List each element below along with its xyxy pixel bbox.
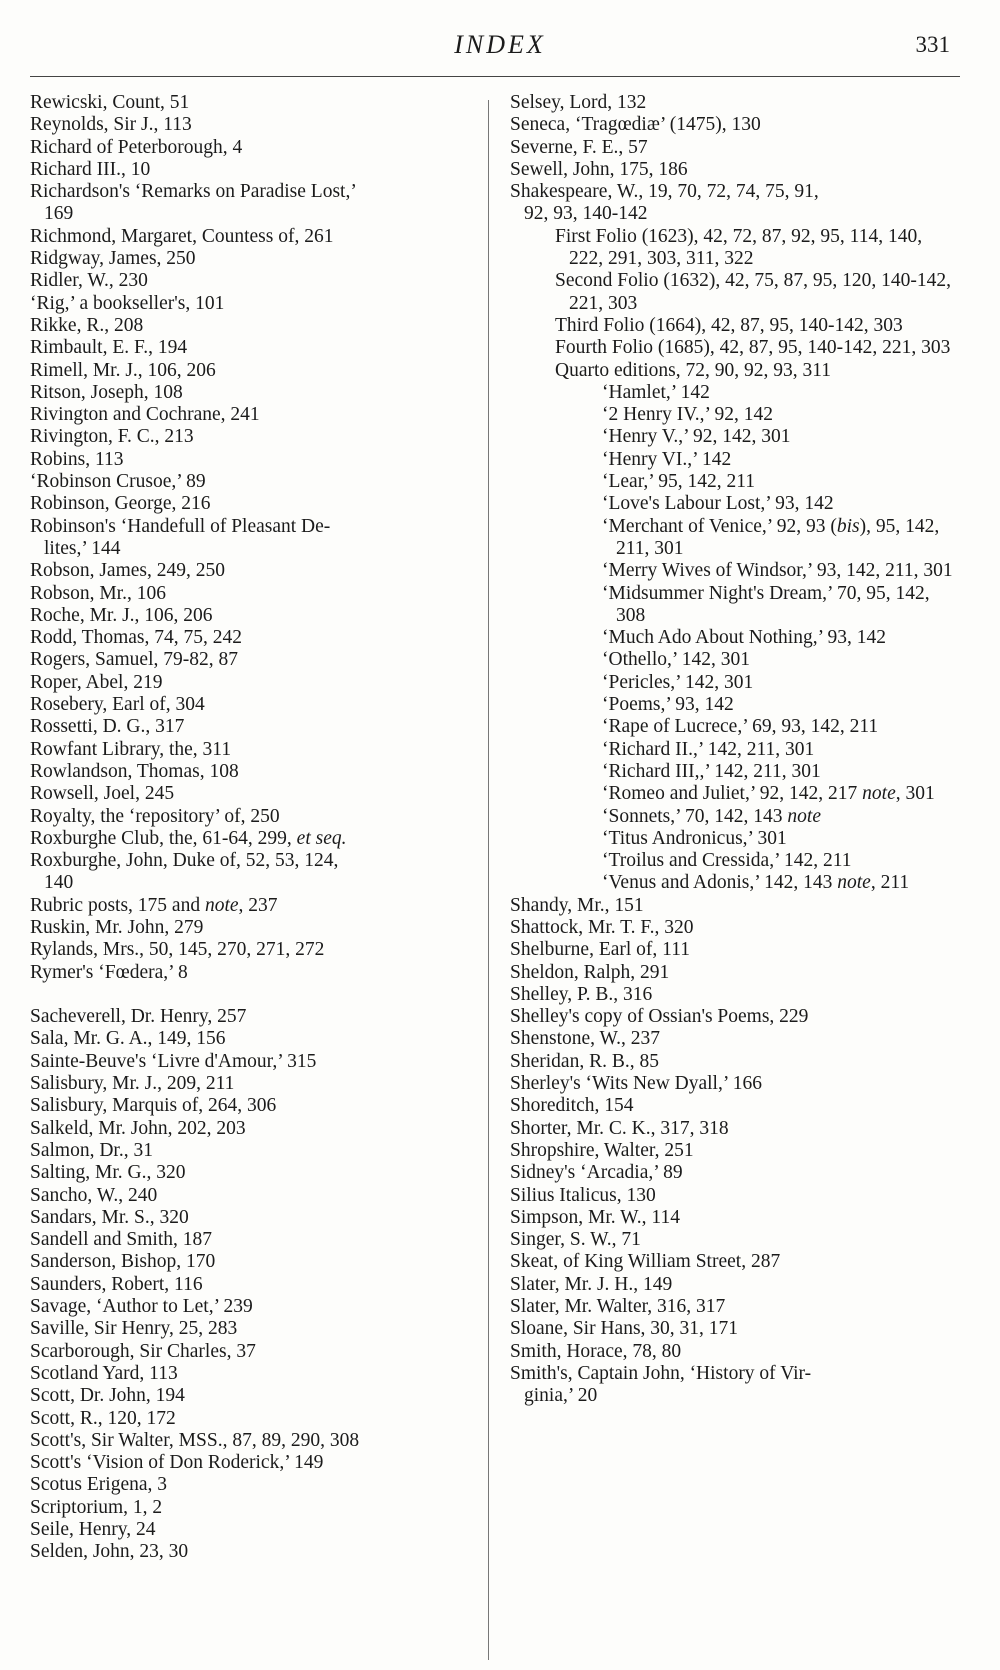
index-entry: [30, 1073, 466, 1095]
entry-text: Scotus Erigena, 3: [30, 1474, 168, 1496]
entry-text: Scriptorium, 1, 2: [30, 1496, 163, 1518]
index-subentry: [602, 649, 960, 671]
entry-text: Rimbault, E. F., 194: [30, 337, 188, 359]
index-entry: [510, 1274, 960, 1296]
index-subentry: [602, 583, 960, 628]
index-entry: [30, 382, 466, 404]
header-rule: [30, 76, 960, 77]
index-subentry: [602, 739, 960, 761]
index-entry: [30, 181, 466, 203]
entry-text: Smith's, Captain John, ‘History of Vir-: [510, 1362, 812, 1384]
entry-text: First Folio (1623), 42, 72, 87, 92, 95, 114, 140, 222, 291, 303, 311, 322: [555, 225, 923, 270]
index-entry: [30, 471, 466, 493]
entry-text: Richard of Peterborough, 4: [30, 136, 243, 158]
entry-text: Richardson's ‘Remarks on Paradise Lost,’: [30, 181, 357, 203]
entry-text: Scotland Yard, 113: [30, 1362, 178, 1384]
entry-text: Sancho, W., 240: [30, 1184, 158, 1206]
entry-text: ‘Lear,’ 95, 142, 211: [602, 471, 756, 493]
entry-text: Shandy, Mr., 151: [510, 894, 644, 916]
entry-text: Reynolds, Sir J., 113: [30, 114, 192, 136]
entry-text: Selden, John, 23, 30: [30, 1541, 189, 1563]
entry-text: Second Folio (1632), 42, 75, 87, 95, 120, 140-142, 221, 303: [555, 270, 951, 314]
index-subentry: [602, 828, 960, 850]
index-entry: [30, 895, 466, 917]
entry-text: ‘Titus Andronicus,’ 301: [602, 827, 787, 849]
entry-text: ‘Richard III,,’ 142, 211, 301: [602, 760, 821, 782]
entry-text: Salting, Mr. G., 320: [30, 1162, 186, 1184]
index-entry: [510, 1140, 960, 1162]
index-entry: [30, 1452, 466, 1474]
entry-text: Scott's, Sir Walter, MSS., 87, 89, 290, 308: [30, 1429, 360, 1451]
section-gap: [30, 984, 466, 1006]
entry-text: Rymer's ‘Fœdera,’ 8: [30, 961, 188, 983]
index-entry: [510, 962, 960, 984]
index-entry: [30, 605, 466, 627]
index-entry: [510, 917, 960, 939]
entry-text: Robson, James, 249, 250: [30, 560, 225, 582]
entry-text: Shenstone, W., 237: [510, 1028, 661, 1050]
entry-text: lites,’ 144: [44, 537, 121, 559]
index-entry: [30, 783, 466, 805]
entry-text: ‘Henry V.,’ 92, 142, 301: [602, 426, 791, 448]
index-entry: [30, 516, 466, 538]
index-subentry: [602, 404, 960, 426]
entry-text: Salmon, Dr., 31: [30, 1139, 153, 1161]
index-subentry: [602, 672, 960, 694]
entry-text: Severne, F. E., 57: [510, 136, 648, 158]
entry-text: Savage, ‘Author to Let,’ 239: [30, 1296, 253, 1318]
page-title: INDEX: [454, 30, 546, 59]
page-number: 331: [915, 32, 950, 57]
index-entry: [30, 962, 466, 984]
entry-text: ‘Henry VI.,’ 142: [602, 448, 732, 470]
entry-text: Ridgway, James, 250: [30, 248, 196, 270]
index-subentry: [602, 560, 960, 582]
entry-text: Richmond, Margaret, Countess of, 261: [30, 225, 334, 247]
index-entry: [30, 1006, 466, 1028]
entry-text: Sanderson, Bishop, 170: [30, 1251, 216, 1273]
index-entry: [30, 1296, 466, 1318]
index-entry: [30, 360, 466, 382]
index-entry-continuation: [524, 203, 960, 225]
entry-text: Roper, Abel, 219: [30, 671, 163, 693]
index-entry: [510, 92, 960, 114]
entry-text: Slater, Mr. J. H., 149: [510, 1273, 673, 1295]
index-entry: [30, 716, 466, 738]
index-entry: [510, 1251, 960, 1273]
entry-text: Rivington and Cochrane, 241: [30, 404, 260, 426]
entry-text: ‘Othello,’ 142, 301: [602, 649, 751, 671]
index-entry: [510, 939, 960, 961]
index-entry: [30, 1185, 466, 1207]
entry-text: Skeat, of King William Street, 287: [510, 1251, 781, 1273]
index-entry: [30, 92, 466, 114]
entry-text: Sainte-Beuve's ‘Livre d'Amour,’ 315: [30, 1050, 317, 1072]
index-entry: [30, 226, 466, 248]
entry-text: Ridler, W., 230: [30, 270, 148, 292]
index-entry: [30, 1028, 466, 1050]
index-subentry: [602, 471, 960, 493]
index-entry: [30, 137, 466, 159]
index-entry: [30, 1162, 466, 1184]
entry-text: ‘Merchant of Venice,’ 92, 93 (: [602, 515, 837, 537]
index-entry: [30, 649, 466, 671]
entry-text: Shattock, Mr. T. F., 320: [510, 916, 694, 938]
index-entry: [30, 404, 466, 426]
entry-text: 140: [44, 872, 74, 894]
index-entry: [30, 293, 466, 315]
index-subentry: [602, 716, 960, 738]
entry-text: Ruskin, Mr. John, 279: [30, 916, 204, 938]
entry-text: Rodd, Thomas, 74, 75, 242: [30, 627, 242, 649]
entry-text: Rewicski, Count, 51: [30, 92, 190, 113]
index-entry-continuation: [524, 1385, 960, 1407]
entry-text: Singer, S. W., 71: [510, 1229, 641, 1251]
index-entry: [30, 1408, 466, 1430]
entry-text: Seneca, ‘Tragœdiæ’ (1475), 130: [510, 114, 761, 136]
entry-text: Rowsell, Joel, 245: [30, 783, 175, 805]
index-entry: [30, 1140, 466, 1162]
index-entry-continuation: [44, 538, 466, 560]
entry-italic-text: note: [204, 894, 239, 916]
entry-text: ‘Pericles,’ 142, 301: [602, 671, 754, 693]
index-entry: [30, 560, 466, 582]
entry-text: ‘Venus and Adonis,’ 142, 143: [602, 872, 838, 894]
index-entry: [510, 984, 960, 1006]
entry-text: Rosebery, Earl of, 304: [30, 694, 205, 716]
entry-text: ‘Midsummer Night's Dream,’ 70, 95, 142, 308: [602, 582, 930, 626]
entry-text: Sacheverell, Dr. Henry, 257: [30, 1006, 247, 1028]
index-entry: [510, 1296, 960, 1318]
entry-text: ‘Rig,’ a bookseller's, 101: [30, 292, 225, 314]
entry-italic-text: note: [837, 872, 871, 894]
index-entry: [30, 1274, 466, 1296]
entry-text: Selsey, Lord, 132: [510, 92, 647, 113]
page-header: [0, 0, 1000, 80]
entry-text: Sloane, Sir Hans, 30, 31, 171: [510, 1318, 739, 1340]
index-entry: [510, 1207, 960, 1229]
entry-text: ‘Poems,’ 93, 142: [602, 694, 734, 716]
index-entry: [510, 1363, 960, 1385]
index-subentry: [602, 627, 960, 649]
entry-text: Royalty, the ‘repository’ of, 250: [30, 805, 280, 827]
entry-text: Saville, Sir Henry, 25, 283: [30, 1318, 238, 1340]
entry-text-after: , 301: [895, 783, 935, 805]
index-subentry: [602, 806, 960, 828]
index-column-right: [510, 92, 960, 1408]
index-column-left: [30, 92, 466, 1564]
index-entry: [510, 1006, 960, 1028]
index-entry-continuation: [44, 872, 466, 894]
index-entry: [30, 1118, 466, 1140]
entry-text: Sandell and Smith, 187: [30, 1229, 212, 1251]
entry-text: Simpson, Mr. W., 114: [510, 1206, 680, 1228]
entry-text: Richard III., 10: [30, 158, 151, 180]
entry-text: Rivington, F. C., 213: [30, 426, 194, 448]
index-subentry: [555, 226, 960, 271]
index-entry: [30, 493, 466, 515]
index-subentry: [602, 850, 960, 872]
entry-text: Shelley's copy of Ossian's Poems, 229: [510, 1006, 809, 1028]
index-subentry: [602, 761, 960, 783]
entry-text: Sewell, John, 175, 186: [510, 158, 688, 180]
entry-text: Rimell, Mr. J., 106, 206: [30, 359, 216, 381]
entry-text: 169: [44, 203, 74, 225]
index-entry: [30, 694, 466, 716]
index-entry: [30, 627, 466, 649]
entry-text: Sala, Mr. G. A., 149, 156: [30, 1028, 226, 1050]
index-entry: [30, 1051, 466, 1073]
entry-text: Rylands, Mrs., 50, 145, 270, 271, 272: [30, 939, 325, 961]
entry-text-after: , 211: [870, 872, 910, 894]
index-entry: [30, 337, 466, 359]
index-subentry: [602, 872, 960, 894]
index-entry: [510, 137, 960, 159]
index-subentry: [602, 694, 960, 716]
index-subentry: [555, 315, 960, 337]
index-entry: [510, 1318, 960, 1340]
entry-text: ginia,’ 20: [524, 1385, 598, 1407]
index-entry: [510, 1073, 960, 1095]
entry-text-after: , 237: [238, 894, 278, 916]
index-entry: [30, 1251, 466, 1273]
index-subentry: [555, 270, 960, 315]
entry-text: Scott, Dr. John, 194: [30, 1385, 185, 1407]
entry-text: Shropshire, Walter, 251: [510, 1139, 694, 1161]
entry-text: ‘Robinson Crusoe,’ 89: [30, 471, 206, 493]
entry-text: Silius Italicus, 130: [510, 1184, 656, 1206]
entry-text: Shoreditch, 154: [510, 1095, 634, 1117]
entry-italic-text: et seq.: [296, 827, 347, 849]
index-entry: [30, 828, 466, 850]
entry-text: Rogers, Samuel, 79-82, 87: [30, 649, 238, 671]
index-entry: [510, 1095, 960, 1117]
index-entry: [30, 248, 466, 270]
entry-text: ‘Love's Labour Lost,’ 93, 142: [602, 493, 834, 515]
index-entry: [510, 1229, 960, 1251]
entry-text-after: ), 95, 142, 211, 301: [616, 515, 940, 559]
index-entry-continuation: [44, 203, 466, 225]
entry-text: Roxburghe Club, the, 61-64, 299,: [30, 827, 297, 849]
entry-text: Seile, Henry, 24: [30, 1519, 156, 1540]
entry-text: Rossetti, D. G., 317: [30, 716, 185, 738]
index-entry: [30, 939, 466, 961]
entry-italic-text: bis: [836, 515, 860, 537]
index-entry: [30, 1430, 466, 1452]
entry-text: Sandars, Mr. S., 320: [30, 1206, 189, 1228]
entry-text: Sheldon, Ralph, 291: [510, 961, 670, 983]
index-entry: [30, 1095, 466, 1117]
entry-text: Shelburne, Earl of, 111: [510, 939, 690, 961]
entry-text: Salisbury, Marquis of, 264, 306: [30, 1095, 277, 1117]
index-entry: [30, 1318, 466, 1340]
index-entry: [510, 1051, 960, 1073]
index-subentry: [602, 449, 960, 471]
entry-text: ‘2 Henry IV.,’ 92, 142: [602, 404, 773, 426]
index-entry: [510, 1341, 960, 1363]
index-entry: [30, 1207, 466, 1229]
index-subentry: [602, 516, 960, 561]
entry-text: Salisbury, Mr. J., 209, 211: [30, 1073, 235, 1095]
index-entry: [30, 917, 466, 939]
index-entry: [30, 1541, 466, 1563]
index-entry: [30, 449, 466, 471]
index-entry: [30, 159, 466, 181]
index-subentry: [602, 382, 960, 404]
index-entry: [510, 1028, 960, 1050]
index-entry: [30, 672, 466, 694]
entry-text: Roxburghe, John, Duke of, 52, 53, 124,: [30, 850, 339, 872]
index-entry: [510, 1185, 960, 1207]
entry-text: ‘Much Ado About Nothing,’ 93, 142: [602, 627, 887, 649]
entry-text: Slater, Mr. Walter, 316, 317: [510, 1296, 726, 1318]
entry-text: ‘Richard II.,’ 142, 211, 301: [602, 738, 815, 760]
index-subentry: [555, 360, 960, 382]
entry-text: Quarto editions, 72, 90, 92, 93, 311: [555, 359, 832, 381]
index-entry: [510, 181, 960, 203]
entry-text: Smith, Horace, 78, 80: [510, 1340, 682, 1362]
index-entry: [510, 1118, 960, 1140]
index-entry: [510, 159, 960, 181]
index-entry: [30, 806, 466, 828]
entry-text: ‘Sonnets,’ 70, 142, 143: [602, 805, 788, 827]
entry-italic-text: note: [787, 805, 821, 827]
entry-italic-text: note: [862, 783, 896, 805]
entry-text: Sidney's ‘Arcadia,’ 89: [510, 1162, 683, 1184]
index-entry: [510, 895, 960, 917]
index-entry: [30, 761, 466, 783]
entry-text: Robinson, George, 216: [30, 493, 211, 515]
index-entry: [30, 426, 466, 448]
index-entry: [30, 315, 466, 337]
entry-text: Rubric posts, 175 and: [30, 894, 205, 916]
index-entry: [30, 270, 466, 292]
index-entry: [510, 114, 960, 136]
index-entry: [30, 1229, 466, 1251]
entry-text: Scott's ‘Vision of Don Roderick,’ 149: [30, 1452, 324, 1474]
entry-text: Scarborough, Sir Charles, 37: [30, 1340, 256, 1362]
entry-text: ‘Hamlet,’ 142: [602, 381, 710, 403]
entry-text: Salkeld, Mr. John, 202, 203: [30, 1117, 246, 1139]
index-entry: [30, 1474, 466, 1496]
index-entry: [30, 583, 466, 605]
index-subentry: [602, 493, 960, 515]
index-entry: [30, 1363, 466, 1385]
entry-text: Rowlandson, Thomas, 108: [30, 760, 239, 782]
entry-text: ‘Troilus and Cressida,’ 142, 211: [602, 850, 852, 872]
entry-text: Shakespeare, W., 19, 70, 72, 74, 75, 91,: [510, 181, 819, 203]
index-entry: [30, 1519, 466, 1541]
entry-text: 92, 93, 140-142: [524, 203, 648, 225]
index-entry: [30, 114, 466, 136]
index-subentry: [555, 337, 960, 359]
entry-text: Rowfant Library, the, 311: [30, 738, 232, 760]
index-subentry: [602, 426, 960, 448]
entry-text: ‘Merry Wives of Windsor,’ 93, 142, 211, 301: [602, 560, 953, 582]
index-subentry: [602, 783, 960, 805]
entry-text: Third Folio (1664), 42, 87, 95, 140-142, 303: [555, 314, 903, 336]
entry-text: Robins, 113: [30, 448, 124, 470]
column-divider: [488, 100, 489, 1660]
entry-text: Robinson's ‘Handefull of Pleasant De-: [30, 515, 331, 537]
entry-text: Scott, R., 120, 172: [30, 1407, 176, 1429]
entry-text: Sherley's ‘Wits New Dyall,’ 166: [510, 1073, 763, 1095]
index-entry: [30, 850, 466, 872]
index-entry: [30, 1341, 466, 1363]
index-entry: [510, 1162, 960, 1184]
entry-text: Fourth Folio (1685), 42, 87, 95, 140-142, 221, 303: [555, 337, 951, 359]
entry-text: Robson, Mr., 106: [30, 582, 166, 604]
entry-text: Rikke, R., 208: [30, 314, 144, 336]
entry-text: ‘Romeo and Juliet,’ 92, 142, 217: [602, 783, 863, 805]
index-entry: [30, 1385, 466, 1407]
entry-text: Sheridan, R. B., 85: [510, 1050, 659, 1072]
entry-text: Roche, Mr. J., 106, 206: [30, 604, 213, 626]
entry-text: Ritson, Joseph, 108: [30, 381, 183, 403]
entry-text: Shelley, P. B., 316: [510, 983, 653, 1005]
entry-text: Shorter, Mr. C. K., 317, 318: [510, 1117, 729, 1139]
entry-text: ‘Rape of Lucrece,’ 69, 93, 142, 211: [602, 716, 879, 738]
index-entry: [30, 739, 466, 761]
entry-text: Saunders, Robert, 116: [30, 1273, 203, 1295]
index-entry: [30, 1497, 466, 1519]
